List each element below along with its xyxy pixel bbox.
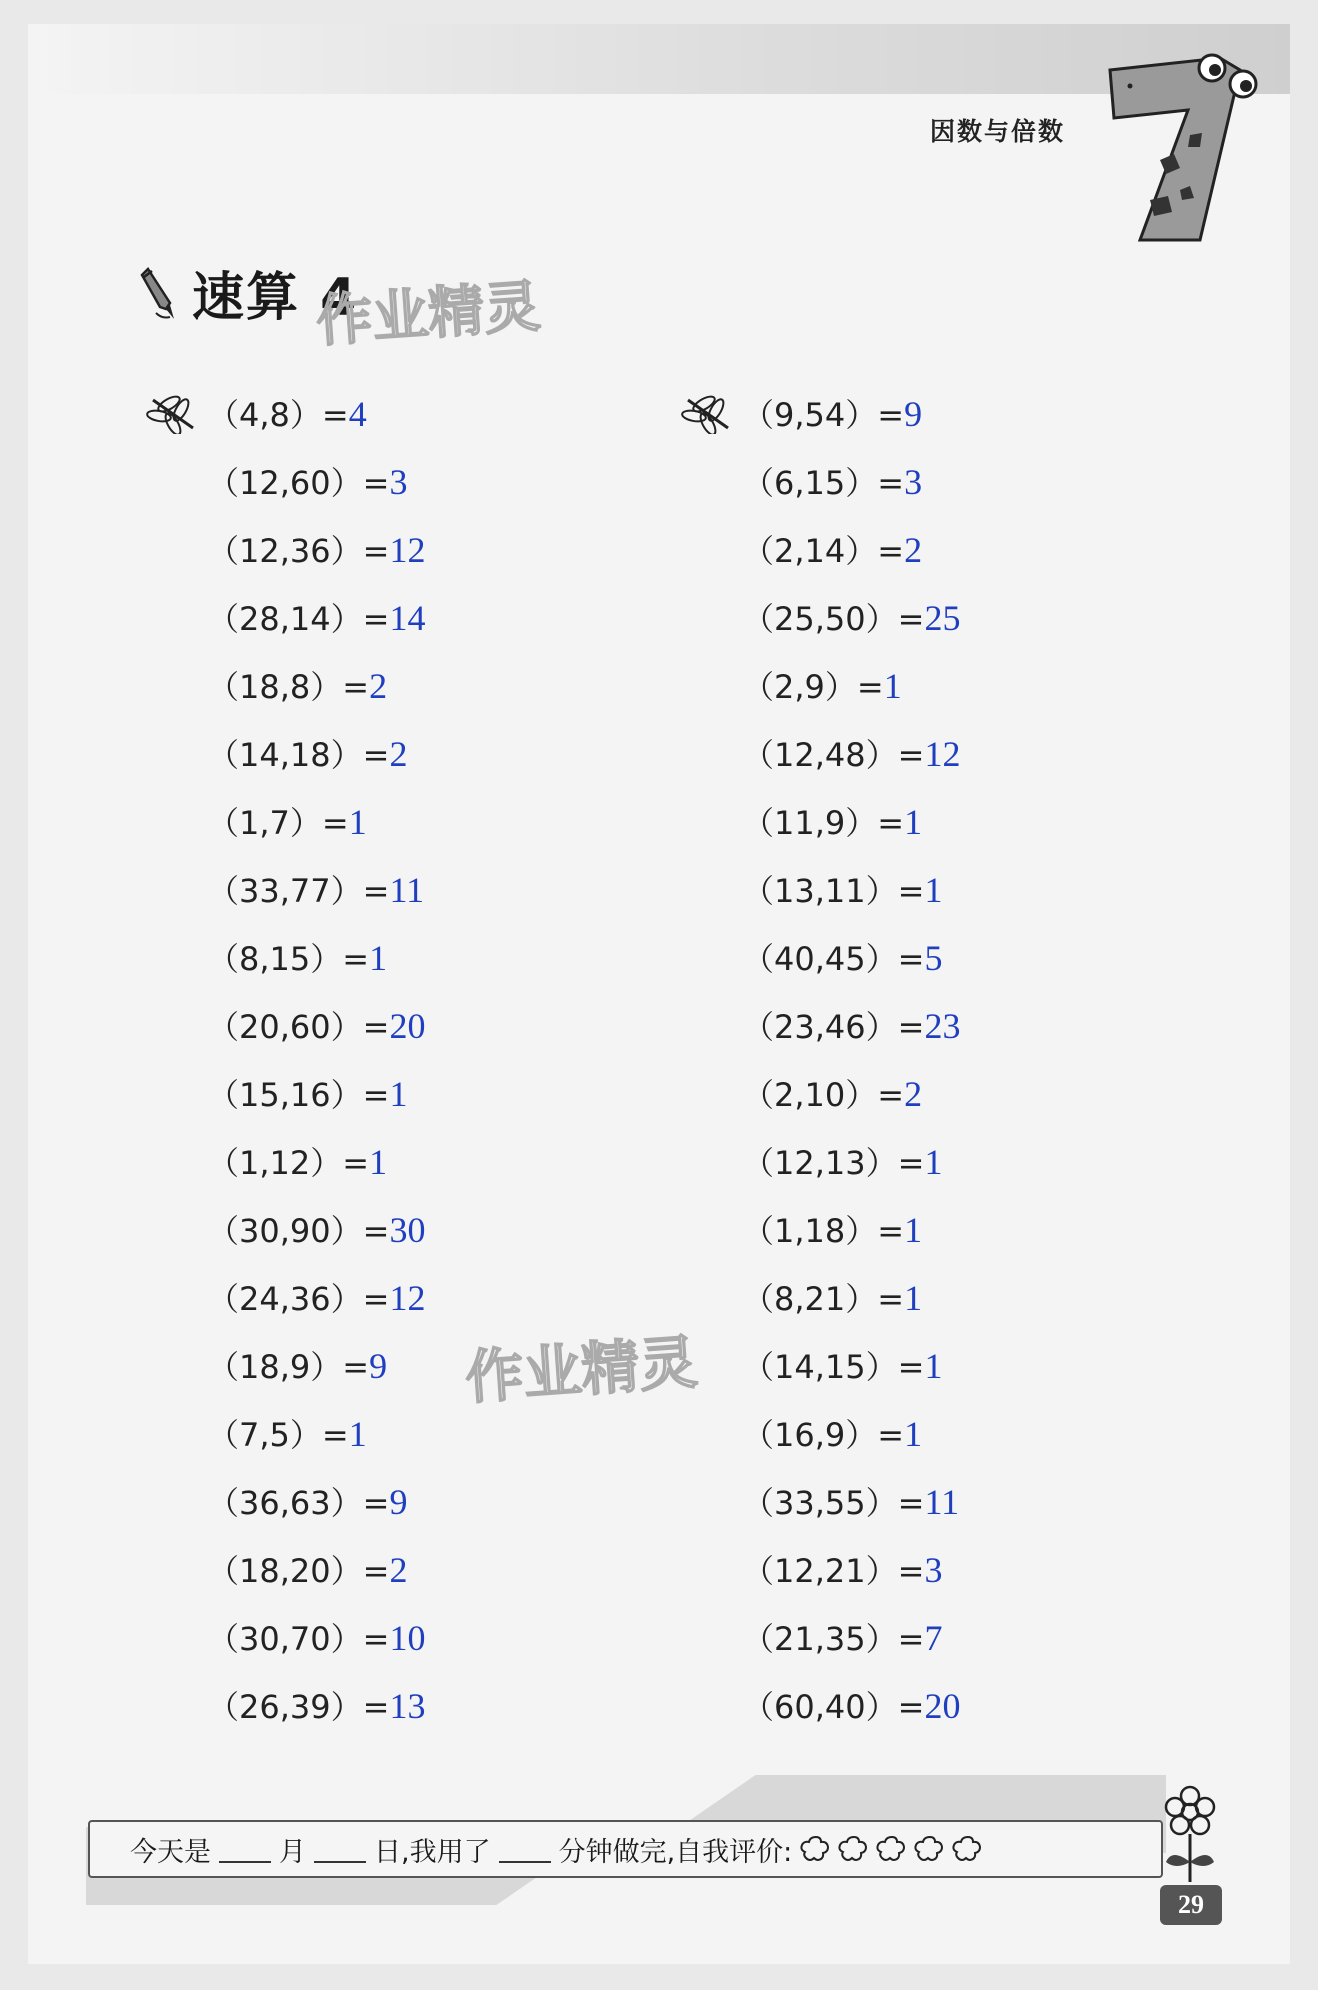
problem-row: （14,15）=1 [742,1345,943,1386]
flower-icon [1160,1782,1220,1902]
answer: 20 [389,1005,426,1046]
section-title: 速算 4 [192,268,359,328]
answer: 1 [904,1277,923,1318]
day-blank[interactable] [314,1835,366,1863]
answer: 2 [904,1073,923,1114]
minutes-label: 分钟做完,自我评价: [558,1836,793,1868]
giraffe-seven-icon [1100,40,1260,250]
problem-row: （40,45）=5 [742,937,943,978]
problem-row: （28,14）=14 [207,597,426,638]
answer: 7 [924,1617,943,1658]
problem-row: （12,60）=3 [207,461,408,502]
flower-rating-icon[interactable] [912,1834,948,1864]
problem-row: （13,11）=1 [742,869,943,910]
problem-row: （26,39）=13 [207,1685,426,1726]
minutes-blank[interactable] [499,1835,551,1863]
problem-row: （24,36）=12 [207,1277,426,1318]
answer: 2 [904,529,923,570]
page-number: 29 [1160,1885,1222,1925]
problem-row: （33,55）=11 [742,1481,960,1522]
problem-row: （30,90）=30 [207,1209,426,1250]
answer: 1 [389,1073,408,1114]
answer: 5 [924,937,943,978]
problem-row: （1,7）=1 [207,801,367,842]
problem-row: （8,21）=1 [742,1277,923,1318]
answer: 1 [924,1141,943,1182]
problem-row: （12,21）=3 [742,1549,943,1590]
problem-row: （15,16）=1 [207,1073,408,1114]
answer: 11 [924,1481,960,1522]
problem-row: （18,8）=2 [207,665,388,706]
answer: 3 [924,1549,943,1590]
answer: 1 [369,937,388,978]
chapter-title: 因数与倍数 [930,117,1066,146]
self-evaluation-bar [88,1820,1163,1878]
answer: 1 [924,1345,943,1386]
problem-row: （6,15）=3 [742,461,923,502]
flower-rating-icon[interactable] [950,1834,986,1864]
answer: 12 [389,529,426,570]
problem-row: （12,36）=12 [207,529,426,570]
problem-row: （36,63）=9 [207,1481,408,1522]
left-problem-column [145,380,645,1740]
problem-row: （60,40）=20 [742,1685,961,1726]
flower-rating-icon[interactable] [874,1834,910,1864]
problem-row: （23,46）=23 [742,1005,961,1046]
watermark: 作业精灵 [463,1327,700,1412]
dragonfly-icon [145,394,203,434]
dragonfly-icon [680,394,738,434]
day-label: 日,我用了 [374,1836,491,1868]
answer: 4 [348,393,367,434]
answer: 9 [904,393,923,434]
problem-row: （12,13）=1 [742,1141,943,1182]
answer: 9 [389,1481,408,1522]
answer: 1 [348,1413,367,1454]
answer: 20 [924,1685,961,1726]
problem-row: （33,77）=11 [207,869,425,910]
problem-row: （16,9）=1 [742,1413,923,1454]
problem-row: （1,12）=1 [207,1141,388,1182]
problem-row: （9,54）=9 [680,380,1180,448]
answer: 12 [389,1277,426,1318]
right-problem-column [680,380,1180,1740]
answer: 1 [904,801,923,842]
problem-row: （2,10）=2 [742,1073,923,1114]
answer: 25 [924,597,961,638]
answer: 9 [369,1345,388,1386]
problem-row: （14,18）=2 [207,733,408,774]
rating-stars [798,1834,986,1864]
problem-row: （25,50）=25 [742,597,961,638]
problem-row: （21,35）=7 [742,1617,943,1658]
watermark: 作业精灵 [314,274,543,355]
answer: 3 [904,461,923,502]
answer: 2 [369,665,388,706]
answer: 23 [924,1005,961,1046]
answer: 1 [924,869,943,910]
flower-rating-icon[interactable] [836,1834,872,1864]
answer: 2 [389,1549,408,1590]
answer: 3 [389,461,408,502]
month-label: 月 [279,1836,306,1868]
problem-row: （11,9）=1 [742,801,923,842]
problem-row: （8,15）=1 [207,937,388,978]
problem-row: （1,18）=1 [742,1209,923,1250]
answer: 14 [389,597,426,638]
pencil-icon [140,263,184,323]
answer: 1 [348,801,367,842]
today-label: 今天是 [130,1836,211,1868]
problem-row: （18,9）=9 [207,1345,388,1386]
problem-row: （2,9）=1 [742,665,902,706]
answer: 11 [389,869,425,910]
answer: 10 [389,1617,426,1658]
answer: 1 [369,1141,388,1182]
answer: 1 [883,665,902,706]
month-blank[interactable] [219,1835,271,1863]
flower-rating-icon[interactable] [798,1834,834,1864]
problem-row: （12,48）=12 [742,733,961,774]
problem-row: （2,14）=2 [742,529,923,570]
answer: 2 [389,733,408,774]
answer: 12 [924,733,961,774]
problem-row: （18,20）=2 [207,1549,408,1590]
answer: 30 [389,1209,426,1250]
problem-row: （4,8）=4 [145,380,645,448]
answer: 1 [904,1209,923,1250]
problem-row: （30,70）=10 [207,1617,426,1658]
problem-row: （20,60）=20 [207,1005,426,1046]
problem-row: （7,5）=1 [207,1413,367,1454]
answer: 13 [389,1685,426,1726]
answer: 1 [904,1413,923,1454]
